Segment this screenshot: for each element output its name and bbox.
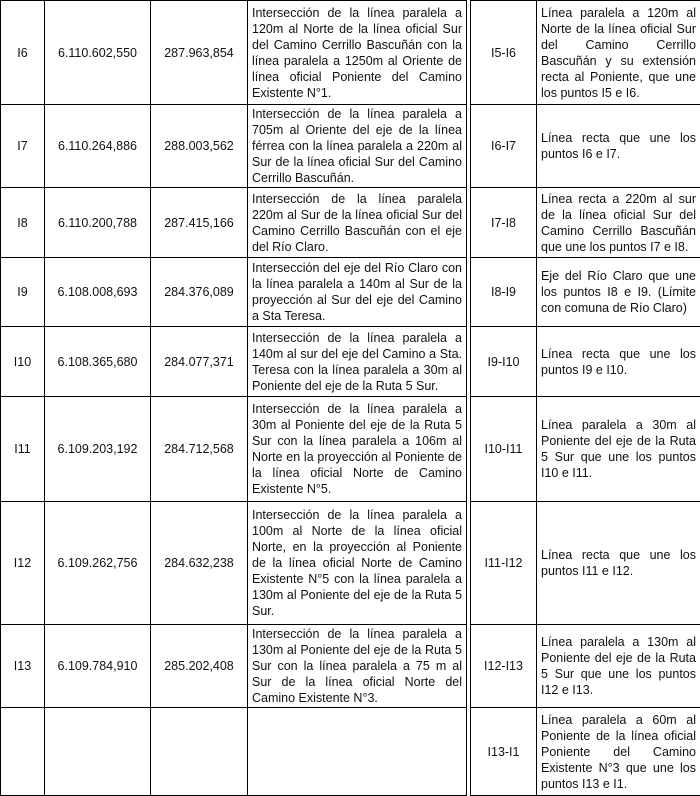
segment-description-cell: Línea paralela a 130m al Poniente del eje de la Ruta 5 Sur que une los puntos I12 e I13. bbox=[537, 625, 700, 708]
point-id-cell: I13 bbox=[1, 625, 45, 708]
segment-description-cell: Línea recta a 220m al sur de la línea oficial Sur del Camino Cerrillo Bascuñán que une los puntos I7 e I8. bbox=[537, 188, 700, 258]
segment-description-cell: Línea paralela a 120m al Norte de la línea oficial Sur del Camino Cerrillo Bascuñán y su extensión recta al Poniente, que une los puntos I5 e I6. bbox=[537, 1, 700, 105]
north-coordinate-cell: 6.108.365,680 bbox=[45, 327, 151, 397]
segment-id-cell: I5-I6 bbox=[471, 1, 537, 105]
east-coordinate-cell bbox=[151, 708, 248, 796]
north-coordinate-cell: 6.110.264,886 bbox=[45, 105, 151, 188]
east-coordinate-cell: 287.963,854 bbox=[151, 1, 248, 105]
table-row bbox=[1, 1, 700, 105]
point-description-cell: Intersección de la línea paralela a 100m al Norte de la línea oficial Norte, en la proyección al Poniente de la línea oficial Norte de Camino Existente N°5 con la línea paralela a 130m al Poniente del eje de la Ruta 5 Sur. bbox=[248, 502, 467, 625]
east-coordinate-cell: 284.632,238 bbox=[151, 502, 248, 625]
east-coordinate-cell: 285.202,408 bbox=[151, 625, 248, 708]
segment-description-cell: Línea recta que une los puntos I11 e I12. bbox=[537, 502, 700, 625]
segment-id-cell: I9-I10 bbox=[471, 327, 537, 397]
segment-id-cell: I7-I8 bbox=[471, 188, 537, 258]
east-coordinate-cell: 284.712,568 bbox=[151, 397, 248, 502]
point-id-cell: I12 bbox=[1, 502, 45, 625]
segment-id-cell: I13-I1 bbox=[471, 708, 537, 796]
east-coordinate-cell: 288.003,562 bbox=[151, 105, 248, 188]
segment-description-cell: Línea recta que une los puntos I6 e I7. bbox=[537, 105, 700, 188]
north-coordinate-cell: 6.108.008,693 bbox=[45, 258, 151, 327]
north-coordinate-cell: 6.109.784,910 bbox=[45, 625, 151, 708]
segment-description-cell: Línea recta que une los puntos I9 e I10. bbox=[537, 327, 700, 397]
segment-description-cell: Eje del Río Claro que une los puntos I8 e I9. (Límite con comuna de Río Claro) bbox=[537, 258, 700, 327]
table-row bbox=[1, 397, 700, 502]
point-id-cell: I8 bbox=[1, 188, 45, 258]
table-row bbox=[1, 625, 700, 708]
table-row bbox=[1, 188, 700, 258]
point-id-cell: I6 bbox=[1, 1, 45, 105]
north-coordinate-cell: 6.109.262,756 bbox=[45, 502, 151, 625]
north-coordinate-cell: 6.109.203,192 bbox=[45, 397, 151, 502]
point-description-cell: Intersección del eje del Río Claro con la línea paralela a 140m al Sur de la proyección al Sur del eje del Camino a Sta Teresa. bbox=[248, 258, 467, 327]
table-body bbox=[1, 1, 700, 796]
segment-id-cell: I8-I9 bbox=[471, 258, 537, 327]
east-coordinate-cell: 287.415,166 bbox=[151, 188, 248, 258]
segment-id-cell: I11-I12 bbox=[471, 502, 537, 625]
point-description-cell: Intersección de la línea paralela a 30m al Poniente del eje de la Ruta 5 Sur con la línea paralela a 106m al Norte en la proyección al Poniente de la línea oficial Norte de Camino Existente N°5. bbox=[248, 397, 467, 502]
table-row bbox=[1, 258, 700, 327]
point-description-cell: Intersección de la línea paralela a 120m al Norte de la línea oficial Sur del Camino Cerrillo Bascuñán con la línea paralela a 1250m al Oriente de línea oficial Poniente del Camino Existente N°1. bbox=[248, 1, 467, 105]
segment-description-cell: Línea paralela a 60m al Poniente de la línea oficial Poniente del Camino Existente N°3 que une los puntos I13 e I1. bbox=[537, 708, 700, 796]
north-coordinate-cell: 6.110.602,550 bbox=[45, 1, 151, 105]
table-row bbox=[1, 105, 700, 188]
point-description-cell: Intersección de la línea paralela 220m al Sur de la línea oficial Sur del Camino Cerrillo Bascuñán con el eje del Río Claro. bbox=[248, 188, 467, 258]
east-coordinate-cell: 284.077,371 bbox=[151, 327, 248, 397]
segment-id-cell: I12-I13 bbox=[471, 625, 537, 708]
table-row bbox=[1, 708, 700, 796]
point-description-cell: Intersección de la línea paralela a 705m al Oriente del eje de la línea férrea con la línea paralela a 220m al Sur de la línea oficial Sur del Camino Cerrillo Bascuñán. bbox=[248, 105, 467, 188]
segment-id-cell: I10-I11 bbox=[471, 397, 537, 502]
point-description-cell: Intersección de la línea paralela a 140m al sur del eje del Camino a Sta. Teresa con la línea paralela a 30m al Poniente del eje de la Ruta 5 Sur. bbox=[248, 327, 467, 397]
point-id-cell: I11 bbox=[1, 397, 45, 502]
point-id-cell: I10 bbox=[1, 327, 45, 397]
table-row bbox=[1, 327, 700, 397]
point-id-cell bbox=[1, 708, 45, 796]
segment-description-cell: Línea paralela a 30m al Poniente del eje de la Ruta 5 Sur que une los puntos I10 e I11. bbox=[537, 397, 700, 502]
point-description-cell bbox=[248, 708, 467, 796]
table-row bbox=[1, 502, 700, 625]
point-id-cell: I7 bbox=[1, 105, 45, 188]
north-coordinate-cell bbox=[45, 708, 151, 796]
segment-id-cell: I6-I7 bbox=[471, 105, 537, 188]
point-description-cell: Intersección de la línea paralela a 130m al Poniente del eje de la Ruta 5 Sur con la línea paralela a 75 m al Sur de la línea oficial Norte del Camino Existente N°3. bbox=[248, 625, 467, 708]
point-id-cell: I9 bbox=[1, 258, 45, 327]
north-coordinate-cell: 6.110.200,788 bbox=[45, 188, 151, 258]
east-coordinate-cell: 284.376,089 bbox=[151, 258, 248, 327]
